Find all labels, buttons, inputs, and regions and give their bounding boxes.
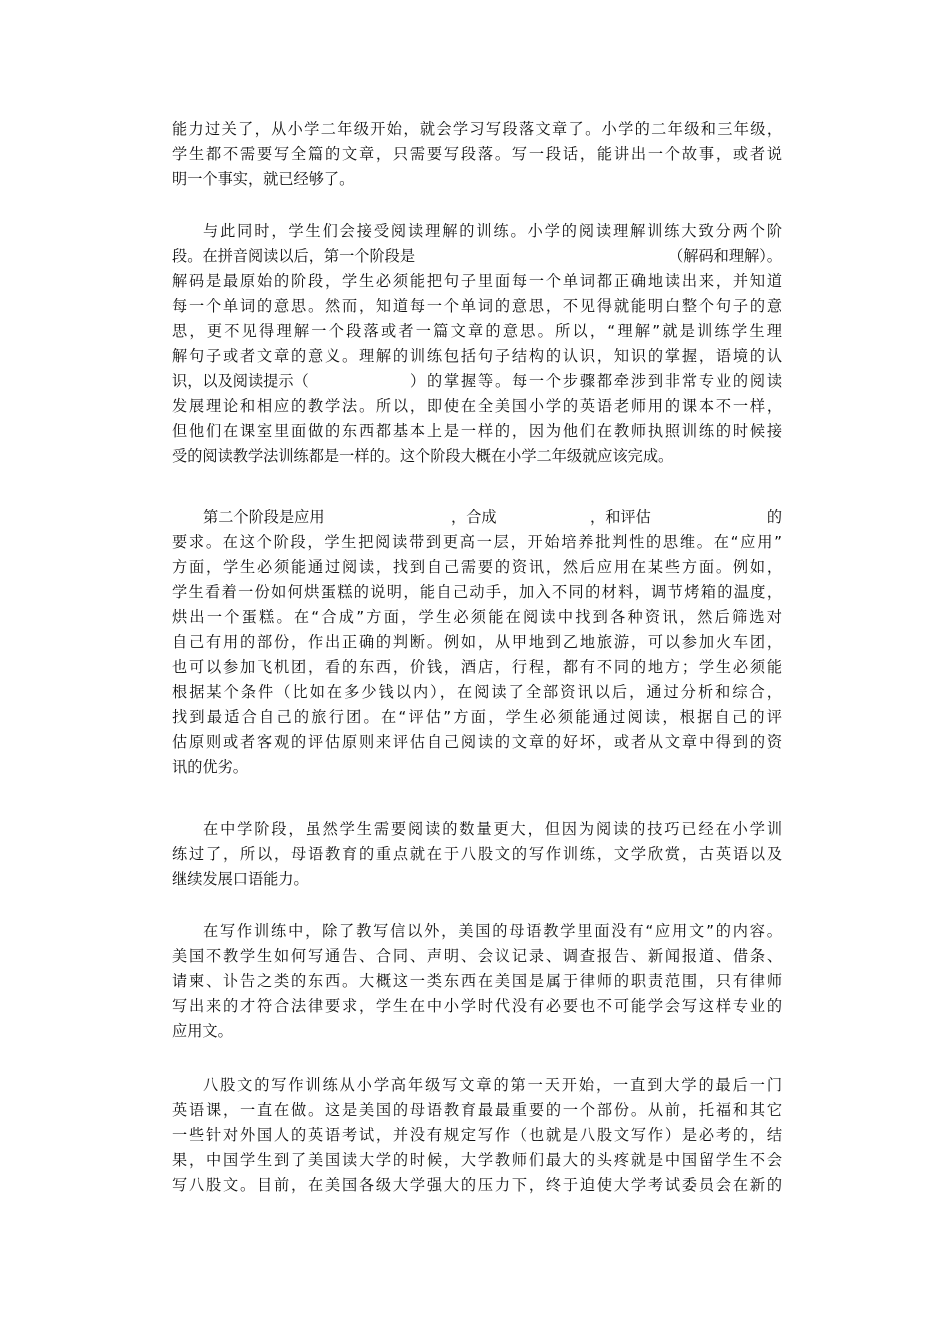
paragraph-5 [172,919,782,1044]
text-line: 自己有用的部份，作出正确的判断。例如，从甲地到乙地旅游，可以参加火车团， [172,633,782,651]
text-line: 解码是最原始的阶段，学生必须能把句子里面每一个单词都正确地读出来，并知道 [172,272,782,290]
text-segment: ）的掌握等。每一个步骤都牵涉到非常专业的阅读 [410,372,782,390]
text-segment: 识，以及阅读提示（ [172,372,309,390]
text-line: 要求。在这个阶段，学生把阅读带到更高一层，开始培养批判性的思维。在“应用” [172,533,782,551]
paragraph-1 [172,117,782,192]
text-line: 也可以参加飞机团，看的东西，价钱，酒店，行程，都有不同的地方；学生必须能 [172,658,782,676]
text-line: 烘出一个蛋糕。在“合成”方面，学生必须能在阅读中找到各种资讯，然后筛选对 [172,608,782,626]
text-line: 受的阅读教学法训练都是一样的。这个阶段大概在小学二年级就应该完成。 [172,447,674,465]
text-line: 继续发展口语能力。 [172,870,309,888]
text-line: 学生都不需要写全篇的文章，只需要写段落。写一段话，能讲出一个故事，或者说 [172,145,782,163]
text-segment: 的 [766,508,782,526]
text-line: 与此同时，学生们会接受阅读理解的训练。小学的阅读理解训练大致分两个阶 [203,222,782,240]
text-line: 写八股文。目前，在美国各级大学强大的压力下，终于迫使大学考试委员会在新的 [172,1176,782,1194]
text-line: 应用文。 [172,1022,233,1040]
text-line: 估原则或者客观的评估原则来评估自己阅读的文章的好坏，或者从文章中得到的资 [172,733,782,751]
text-line: 一些针对外国人的英语考试，并没有规定写作（也就是八股文写作）是必考的，结 [172,1126,782,1144]
text-line-split [172,244,782,269]
text-segment: 第二个阶段是应用 [203,508,325,526]
text-line-split [172,505,782,530]
text-line: 明一个事实，就已经够了。 [172,170,355,188]
text-line: 讯的优劣。 [172,758,248,776]
text-line: 发展理论和相应的教学法。所以，即使在全美国小学的英语老师用的课本不一样， [172,397,782,415]
paragraph-4 [172,817,782,892]
text-line: 果，中国学生到了美国读大学的时候，大学教师们最大的头疼就是中国留学生不会 [172,1151,782,1169]
paragraph-3 [172,505,782,780]
paragraph-2 [172,219,782,469]
text-line: 找到最适合自己的旅行团。在“评估”方面，学生必须能通过阅读，根据自己的评 [172,708,782,726]
text-line: 英语课，一直在做。这是美国的母语教育最最重要的一个部份。从前，托福和其它 [172,1101,782,1119]
text-segment: 段。在拼音阅读以后，第一个阶段是 [172,247,415,265]
text-line: 美国不教学生如何写通告、合同、声明、会议记录、调查报告、新闻报道、借条、 [172,947,782,965]
text-line: 学生看着一份如何烘蛋糕的说明，能自己动手，加入不同的材料，调节烤箱的温度， [172,583,782,601]
text-line: 请柬、讣告之类的东西。大概这一类东西在美国是属于律师的职责范围，只有律师 [172,972,782,990]
text-line: 能力过关了，从小学二年级开始，就会学习写段落文章了。小学的二年级和三年级， [172,120,782,138]
text-line: 解句子或者文章的意义。理解的训练包括句子结构的认识，知识的掌握，语境的认 [172,347,782,365]
text-line: 写出来的才符合法律要求，学生在中小学时代没有必要也不可能学会写这样专业的 [172,997,782,1015]
paragraph-6 [172,1073,782,1198]
text-line: 在写作训练中，除了教写信以外，美国的母语教学里面没有“应用文”的内容。 [203,922,782,940]
text-line-split [172,369,782,394]
text-line: 思，更不见得理解一个段落或者一篇文章的意思。所以，“理解”就是训练学生理 [172,322,782,340]
text-line: 但他们在课室里面做的东西都基本上是一样的，因为他们在教师执照训练的时候接 [172,422,782,440]
text-segment: ，合成 [451,508,497,526]
text-segment: ，和评估 [590,508,651,526]
text-line: 在中学阶段，虽然学生需要阅读的数量更大，但因为阅读的技巧已经在小学训 [203,820,782,838]
text-segment: （解码和理解）。 [668,247,782,265]
text-line: 练过了，所以，母语教育的重点就在于八股文的写作训练，文学欣赏，古英语以及 [172,845,782,863]
text-line: 根据某个条件（比如在多少钱以内），在阅读了全部资讯以后，通过分析和综合， [172,683,782,701]
text-line: 每一个单词的意思。然而，知道每一个单词的意思，不见得就能明白整个句子的意 [172,297,782,315]
text-line: 方面，学生必须能通过阅读，找到自己需要的资讯，然后应用在某些方面。例如， [172,558,782,576]
text-line: 八股文的写作训练从小学高年级写文章的第一天开始，一直到大学的最后一门 [203,1076,782,1094]
